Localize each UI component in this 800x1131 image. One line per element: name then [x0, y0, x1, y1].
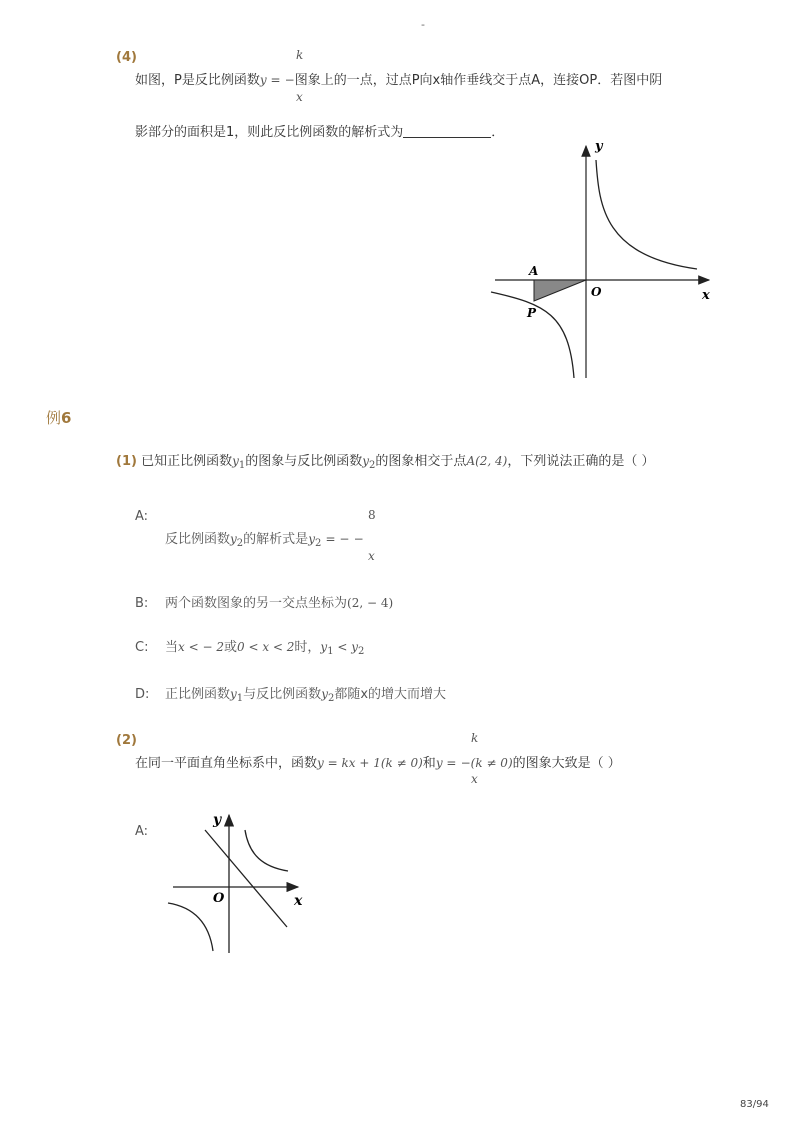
option-d-sub1: 1: [236, 693, 244, 704]
q2-label-y: y: [213, 812, 222, 828]
q4-text-before: 如图，P是反比例函数: [135, 73, 260, 88]
option-b-text: 两个函数图象的另一交点坐标为: [165, 596, 348, 611]
example-heading: [46, 407, 71, 428]
q4-function-lhs: y =: [259, 73, 281, 87]
option-c-text-2: 或: [223, 640, 237, 655]
option-a-fraction-bar: −: [353, 532, 364, 546]
q4-line2-text: 影部分的面积是1，则此反比例函数的解析式为: [135, 125, 404, 140]
q2-option-a-graph[interactable]: [165, 810, 310, 960]
q1-text-3: 的图象相交于点: [375, 454, 467, 469]
option-c-less-than: <: [333, 640, 352, 654]
option-c-letter: C:: [135, 640, 149, 655]
option-d-text-3: 都随x的增大而增大: [334, 687, 447, 702]
option-a-y-b: y: [308, 532, 315, 546]
option-d-text-2: 与反比例函数: [243, 687, 322, 702]
option-c-y2: y: [351, 640, 359, 654]
figure-label-x: x: [702, 288, 710, 303]
figure-label-a: A: [529, 264, 539, 278]
q4-fraction-denominator: x: [296, 90, 303, 104]
shaded-triangle: [534, 280, 586, 301]
q4-line2-end: ．: [491, 125, 505, 140]
header-mark: -: [421, 18, 425, 31]
option-a-y: y: [230, 532, 237, 546]
q1-text-1: 已知正比例函数: [141, 454, 233, 469]
answer-blank[interactable]: [403, 125, 491, 138]
option-d-text-1: 正比例函数: [165, 687, 231, 702]
q2-option-a-letter[interactable]: A:: [135, 824, 149, 839]
option-b-letter: B:: [135, 596, 149, 611]
option-b[interactable]: [135, 592, 393, 611]
q2-fraction-minus: −: [460, 756, 471, 770]
page-number: 83/94: [740, 1099, 769, 1110]
option-a[interactable]: [165, 528, 364, 549]
option-a-numerator: 8: [368, 508, 376, 522]
q2-text-2: 和: [422, 756, 436, 771]
option-d-letter: D:: [135, 687, 150, 702]
figure-label-y: y: [595, 139, 603, 154]
option-d-sub2: 2: [327, 693, 335, 704]
q1-text-2: 的图象与反比例函数: [245, 454, 363, 469]
option-c[interactable]: [135, 636, 364, 657]
q1-text-4: ，下列说法正确的是（ ）: [507, 454, 655, 469]
option-a-subscript-b: 2: [314, 538, 322, 549]
option-c-y1: y: [320, 640, 328, 654]
q2-math-1: y = kx + 1(k ≠ 0): [317, 756, 423, 770]
q4-text-after: 图象上的一点，过点P向x轴作垂线交于点A，连接OP．若图中阴: [294, 73, 663, 88]
option-a-letter[interactable]: A:: [135, 509, 149, 524]
option-c-sub2: 2: [358, 646, 365, 657]
hyperbola-branch-upper: [596, 160, 697, 269]
option-d[interactable]: [135, 683, 446, 704]
q2-math-2-rhs: (k ≠ 0): [470, 756, 513, 770]
q2-hyperbola-upper: [245, 830, 288, 871]
option-a-text-2: 的解析式是: [243, 532, 309, 547]
q2-label-x: x: [294, 893, 303, 909]
q1-point: A(2, 4): [466, 454, 508, 468]
q2-text-1: 在同一平面直角坐标系中，函数: [135, 756, 318, 771]
q1-y1-symbol: y: [232, 454, 239, 468]
q1-y2-subscript: 2: [369, 460, 376, 471]
q4-line-1: [135, 69, 662, 88]
q4-fraction-minus: −: [284, 73, 295, 87]
option-a-text-1: 反比例函数: [165, 532, 231, 547]
q2-text-3: 的图象大致是（ ）: [512, 756, 621, 771]
q4-line-2: [135, 121, 504, 140]
q1-y1-subscript: 1: [238, 460, 246, 471]
q2-math-2-lhs: y =: [435, 756, 457, 770]
q4-fraction-numerator: k: [296, 48, 304, 62]
option-a-equals-minus: = −: [325, 532, 350, 546]
example-prefix: 例: [46, 409, 62, 427]
q2-fraction-numerator: k: [471, 731, 479, 745]
example-number: 6: [61, 409, 72, 427]
figure-label-p: P: [527, 306, 537, 320]
question-number-4: (4): [116, 50, 137, 65]
q2-fraction-denominator: x: [471, 772, 478, 786]
option-c-sub1: 1: [327, 646, 334, 657]
option-d-y1: y: [230, 687, 237, 701]
q1-y2-symbol: y: [362, 454, 370, 468]
option-b-math: (2, − 4): [347, 596, 394, 610]
q2-linear-line: [205, 830, 287, 927]
q4-hyperbola-figure: [485, 138, 720, 388]
figure-label-o: O: [591, 285, 602, 299]
q2-stem: [135, 752, 621, 771]
q2-hyperbola-lower: [168, 903, 213, 951]
question-number-1: (1): [116, 454, 137, 469]
question-number-2: (2): [116, 733, 137, 748]
hyperbola-branch-lower: [491, 292, 574, 378]
option-a-subscript: 2: [236, 538, 244, 549]
option-a-denominator: x: [368, 549, 375, 563]
option-d-y2: y: [321, 687, 328, 701]
q2-label-o: O: [213, 891, 225, 906]
option-c-math-1: x < − 2: [178, 640, 224, 654]
option-c-math-2: 0 < x < 2: [237, 640, 295, 654]
option-c-text-1: 当: [165, 640, 179, 655]
option-c-text-3: 时，: [294, 640, 321, 655]
q1-stem: [116, 450, 655, 471]
